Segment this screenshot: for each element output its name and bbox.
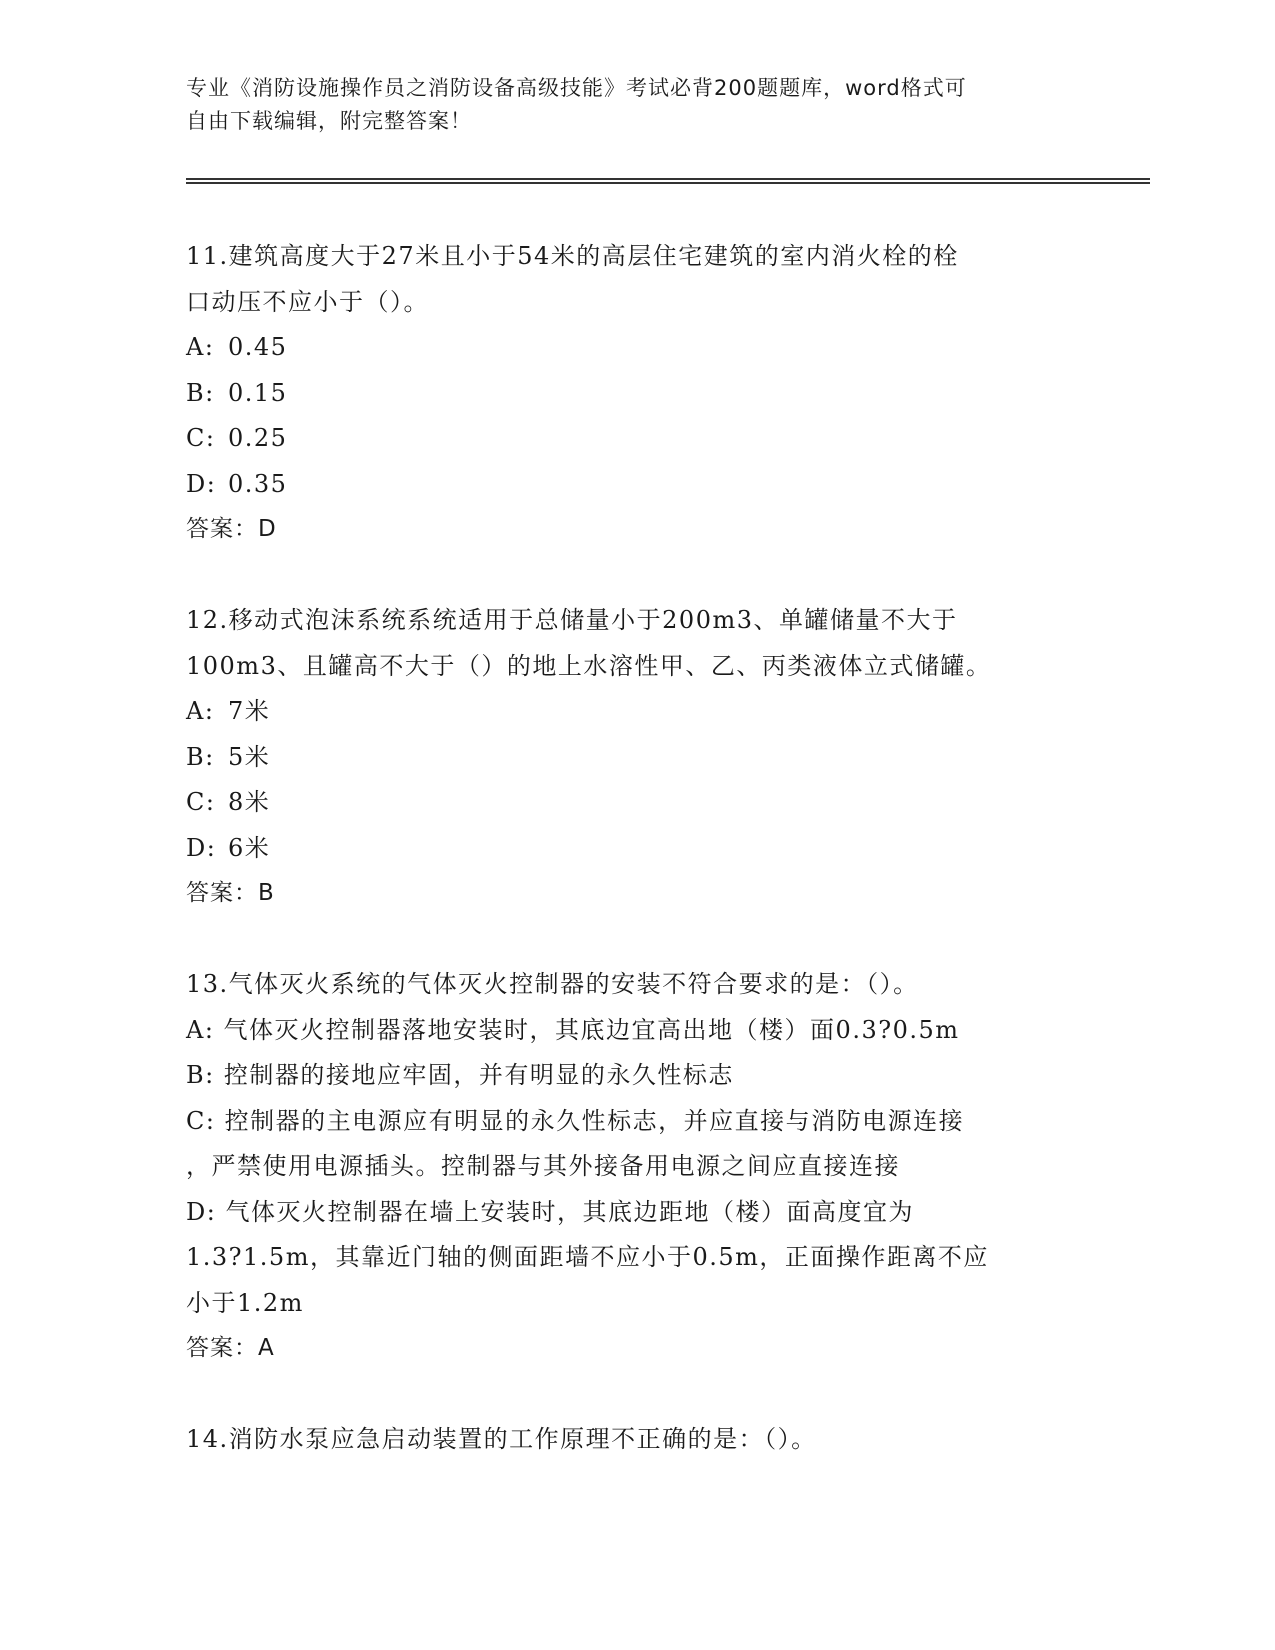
option-text: 0.25 bbox=[228, 424, 288, 452]
option-line: ，严禁使用电源插头。控制器与其外接备用电源之间应直接连接 bbox=[186, 1152, 900, 1180]
question-stem-line: 13.气体灭火系统的气体灭火控制器的安装不符合要求的是：（）。 bbox=[186, 970, 919, 998]
answer: 答案：B bbox=[186, 880, 275, 906]
header-divider-bottom bbox=[186, 182, 1150, 184]
option-line: 小于1.2m bbox=[186, 1288, 304, 1317]
option-line: D: 气体灭火控制器在墙上安装时，其底边距地（楼）面高度宜为 bbox=[186, 1197, 914, 1226]
option-letter: A: bbox=[186, 697, 215, 725]
option-letter: C: bbox=[186, 788, 216, 816]
option-letter: D: bbox=[186, 833, 217, 862]
option-letter: B: bbox=[186, 378, 215, 407]
question-stem-line: 14.消防水泵应急启动装置的工作原理不正确的是：（）。 bbox=[186, 1425, 817, 1453]
option-b bbox=[186, 735, 1086, 781]
answer: 答案：D bbox=[186, 516, 277, 542]
option-c bbox=[186, 416, 1086, 462]
option-text: 5米 bbox=[228, 742, 271, 771]
question-stem-line: 12.移动式泡沫系统系统适用于总储量小于200m3、单罐储量不大于 bbox=[186, 606, 958, 634]
header-divider-top bbox=[186, 178, 1150, 180]
option-d bbox=[186, 826, 1086, 872]
answer: 答案：A bbox=[186, 1335, 275, 1361]
option-text: 7米 bbox=[228, 697, 271, 725]
option-line: C: 控制器的主电源应有明显的永久性标志，并应直接与消防电源连接 bbox=[186, 1106, 965, 1135]
option-a bbox=[186, 689, 1086, 735]
option-line: A: 气体灭火控制器落地安装时，其底边宜高出地（楼）面0.3?0.5m bbox=[186, 1015, 960, 1044]
question-13 bbox=[186, 962, 1086, 1372]
option-text: 0.15 bbox=[228, 378, 288, 407]
option-d bbox=[186, 462, 1086, 508]
question-stem-line: 11.建筑高度大于27米且小于54米的高层住宅建筑的室内消火栓的栓 bbox=[186, 242, 959, 270]
option-text: 0.35 bbox=[228, 469, 288, 498]
option-b bbox=[186, 371, 1086, 417]
question-stem-line: 100m3、且罐高不大于（）的地上水溶性甲、乙、丙类液体立式储罐。 bbox=[186, 651, 992, 680]
header-line-1: 专业《消防设施操作员之消防设备高级技能》考试必背200题题库，word格式可 bbox=[186, 76, 967, 100]
option-letter: B: bbox=[186, 742, 215, 771]
option-text: 6米 bbox=[228, 833, 271, 862]
document-header bbox=[186, 72, 1086, 138]
question-11 bbox=[186, 234, 1086, 553]
option-a bbox=[186, 325, 1086, 371]
header-line-2: 自由下载编辑，附完整答案！ bbox=[186, 109, 472, 133]
option-line: B: 控制器的接地应牢固，并有明显的永久性标志 bbox=[186, 1061, 734, 1089]
question-14 bbox=[186, 1417, 1086, 1463]
option-letter: C: bbox=[186, 424, 216, 452]
question-list bbox=[186, 234, 1086, 1508]
option-text: 8米 bbox=[228, 788, 271, 816]
question-stem-line: 口动压不应小于（）。 bbox=[186, 287, 429, 316]
option-letter: D: bbox=[186, 469, 217, 498]
question-12 bbox=[186, 598, 1086, 917]
option-line: 1.3?1.5m，其靠近门轴的侧面距墙不应小于0.5m，正面操作距离不应 bbox=[186, 1243, 989, 1271]
option-c bbox=[186, 780, 1086, 826]
option-text: 0.45 bbox=[228, 333, 288, 361]
option-letter: A: bbox=[186, 333, 215, 361]
